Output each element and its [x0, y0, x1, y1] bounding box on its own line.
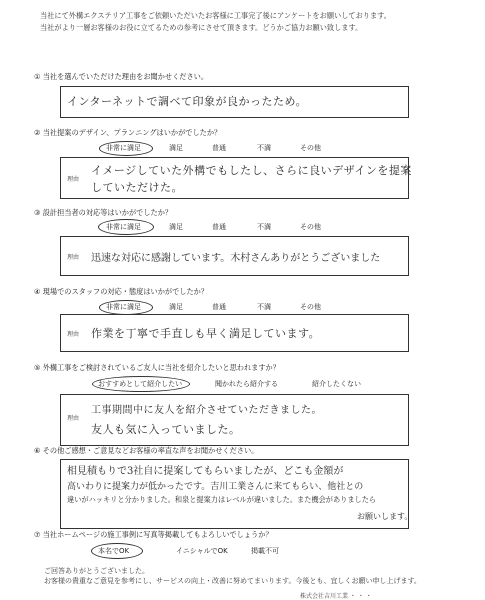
- option-other[interactable]: その他: [300, 144, 321, 152]
- option-satisfied[interactable]: 満足: [169, 303, 183, 311]
- answer-box-1[interactable]: [60, 86, 409, 118]
- answer-6-line-1: 相見積もりで3社自に提案してもらいましたが、どこも金額が: [67, 466, 344, 477]
- option-no-publish[interactable]: 掲載不可: [251, 547, 279, 555]
- closing-text: [44, 566, 421, 586]
- option-other[interactable]: その他: [300, 223, 321, 231]
- intro-line-1: 当社にて外構エクステリア工事をご依頼いただいたお客様に工事完了後にアンケートをお願いしております。: [40, 11, 391, 20]
- answer-2-line-1: イメージしていた外構でもしたし、さらに良いデザインを提案: [91, 164, 412, 177]
- option-normal[interactable]: 普通: [212, 223, 226, 231]
- option-very-satisfied[interactable]: 非常に満足: [106, 223, 141, 231]
- closing-line-2: お客様の貴重なご意見を参考にし、サービスの向上・改善に努めてまいります。今後とも、宜しくお願い申し上げます。: [44, 577, 421, 585]
- answer-4: 作業を丁寧で手直しも早く満足しています。: [91, 327, 321, 340]
- reason-label: 理由: [67, 331, 80, 338]
- answer-6-line-3: 違いがハッキリと分かりました。和泉と提案力はレベルが違いました。また機会がありましたら: [67, 495, 377, 504]
- option-recommend[interactable]: おすすめとして紹介したい: [98, 380, 183, 388]
- answer-5-line-1: 工事期間中に友人を紹介させていただきました。: [91, 405, 322, 416]
- answer-box-3[interactable]: [60, 236, 409, 276]
- option-satisfied[interactable]: 満足: [169, 223, 183, 231]
- option-satisfied[interactable]: 満足: [169, 144, 183, 152]
- option-if-asked[interactable]: 聞かれたら紹介する: [215, 380, 278, 388]
- question-7: ⑦ 当社ホームページの施工事例に写真等掲載してもよろしいでしょうか？: [34, 530, 273, 539]
- answer-2-line-2: していただけた。: [91, 181, 183, 194]
- answer-3: 迅速な対応に感謝しています。木村さんありがとうございました: [91, 253, 381, 264]
- option-not-recommend[interactable]: 紹介したくない: [312, 380, 361, 388]
- question-1: ① 当社を選んでいただけた理由をお聞かせください。: [34, 72, 209, 81]
- answer-5-line-2: 友人も気に入っていました。: [91, 423, 241, 436]
- option-initials-ok[interactable]: イニシャルでOK: [176, 547, 228, 555]
- intro-line-2: 当社がより一層お客様のお役に立てるための参考にさせて頂きます。どうかご協力お願い致します。: [40, 23, 363, 32]
- answer-6-line-4: お願いします。: [357, 512, 413, 521]
- answer-box-2[interactable]: [60, 157, 412, 199]
- company-footer: 株式会社吉川工業 ・ ・ ・: [300, 593, 372, 600]
- answer-6-line-2: 高いわりに提案力が低かったです。吉川工業さんに来てもらい、他社との: [67, 482, 364, 492]
- answer-box-5[interactable]: [60, 394, 409, 446]
- option-dissatisfied[interactable]: 不満: [257, 144, 271, 152]
- question-2: ② 当社提案のデザイン、プランニングはいかがでしたか？: [34, 128, 222, 137]
- option-dissatisfied[interactable]: 不満: [257, 223, 271, 231]
- answer-box-6[interactable]: [60, 459, 413, 529]
- option-very-satisfied[interactable]: 非常に満足: [106, 303, 141, 311]
- option-normal[interactable]: 普通: [212, 144, 226, 152]
- answer-1: インターネットで調べて印象が良かったため。: [67, 95, 308, 108]
- option-other[interactable]: その他: [300, 303, 321, 311]
- option-very-satisfied[interactable]: 非常に満足: [106, 144, 141, 152]
- reason-label: 理由: [67, 254, 80, 261]
- question-3: ③ 設計担当者の対応等はいかがでしたか？: [34, 208, 173, 217]
- option-dissatisfied[interactable]: 不満: [257, 303, 271, 311]
- question-4: ④ 現場でのスタッフの対応・態度はいかがでしたか？: [34, 287, 209, 296]
- reason-label: 理由: [67, 415, 80, 422]
- closing-line-1: ご回答ありがとうございました。: [44, 567, 149, 575]
- answer-box-4[interactable]: [60, 314, 409, 352]
- option-normal[interactable]: 普通: [212, 303, 226, 311]
- option-real-name-ok[interactable]: 本名でOK: [98, 547, 130, 555]
- intro-text: [40, 10, 391, 34]
- question-6: ⑥ その他ご感想・ご意見などお客様の率直な声をお聞かせください。: [34, 446, 259, 455]
- question-5: ⑤ 外構工事をご検討されているご友人に当社を紹介したいと思われますか？: [34, 363, 280, 372]
- reason-label: 理由: [67, 176, 80, 183]
